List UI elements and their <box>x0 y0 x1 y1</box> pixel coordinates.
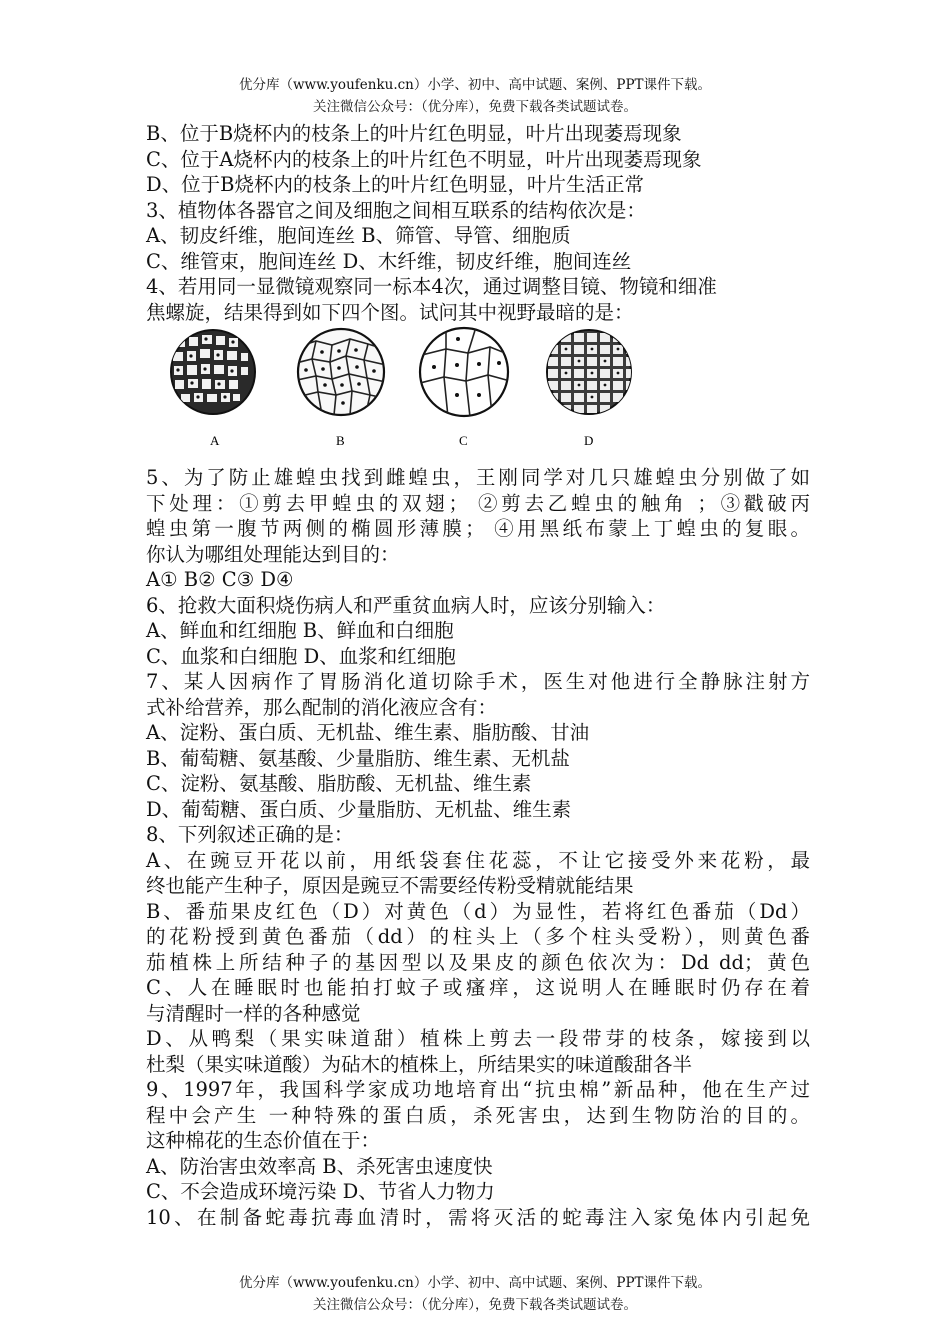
text-line: C、淀粉、氨基酸、脂肪酸、无机盐、维生素 <box>146 772 532 795</box>
text-line: 与清醒时一样的各种感觉 <box>146 1001 361 1025</box>
text-line: B、葡萄糖、氨基酸、少量脂肪、维生素、无机盐 <box>146 746 570 770</box>
header-line-2: 关注微信公众号：（优分库），免费下载各类试题试卷。 <box>313 99 637 115</box>
text-line: B、位于B烧杯内的枝条上的叶片红色明显，叶片出现萎焉现象 <box>146 122 682 145</box>
text-line: A、淀粉、蛋白质、无机盐、维生素、脂肪酸、甘油 <box>146 721 590 744</box>
text-line: A、韧皮纤维，胞间连丝 B、筛管、导管、细胞质 <box>146 224 571 247</box>
text-line: 4、若用同一显微镜观察同一标本4次，通过调整目镜、物镜和细准 <box>146 275 717 298</box>
page-footer <box>0 1272 950 1316</box>
text-line: 茄植株上所结种子的基因型以及果皮的颜色依次为：Dd dd；黄色 <box>146 950 810 974</box>
text-line: 7、某人因病作了胃肠消化道切除手术，医生对他进行全静脉注射方 <box>146 670 810 693</box>
microscope-view-d <box>547 330 634 414</box>
text-line: D、葡萄糖、蛋白质、少量脂肪、无机盐、维生素 <box>146 797 572 821</box>
question-body <box>146 121 810 1230</box>
text-line: 这种棉花的生态价值在于： <box>146 1129 381 1152</box>
text-line: C、维管束，胞间连丝 D、木纤维，韧皮纤维，胞间连丝 <box>146 249 632 273</box>
text-line: 3、植物体各器官之间及细胞之间相互联系的结构依次是： <box>146 198 646 222</box>
text-line: A、防治害虫效率高 B、杀死害虫速度快 <box>146 1154 493 1178</box>
text-line: B、番茄果皮红色（D）对黄色（d）为显性，若将红色番茄（Dd） <box>146 899 810 923</box>
text-line: 6、抢救大面积烧伤病人和严重贫血病人时，应该分别输入： <box>146 593 666 617</box>
microscope-view-b <box>296 329 386 415</box>
text-line: C、血浆和白细胞 D、血浆和红细胞 <box>146 644 456 668</box>
text-line: 9、1997年，我国科学家成功地培育出“抗虫棉”新品种，他在生产过 <box>146 1078 810 1101</box>
questions-continued <box>146 465 810 1230</box>
text-line: 10、在制备蛇毒抗毒血清时，需将灭活的蛇毒注入家兔体内引起免 <box>146 1205 810 1229</box>
text-line: 你认为哪组处理能达到目的： <box>146 542 400 566</box>
text-line: 焦螺旋，结果得到如下四个图。试问其中视野最暗的是： <box>146 300 634 324</box>
text-line: A① B② C③ D④ <box>146 568 294 591</box>
text-line: 的花粉授到黄色番茄（dd）的柱头上（多个柱头受粉），则黄色番 <box>146 925 810 948</box>
text-line: C、人在睡眠时也能拍打蚊子或瘙痒，这说明人在睡眠时仍存在着 <box>146 976 810 999</box>
text-line: D、从鸭梨（果实味道甜）植株上剪去一段带芽的枝条，嫁接到以 <box>146 1027 810 1050</box>
header-line-1: 优分库（www.youfenku.cn）小学、初中、高中试题、案例、PPT课件下载。 <box>238 77 712 93</box>
figure-label-d: D <box>584 433 594 448</box>
text-line: 下处理：①剪去甲蝗虫的双翅； ②剪去乙蝗虫的触角 ；③戳破丙 <box>146 491 810 515</box>
figure-label-b: B <box>336 433 345 448</box>
figure-label-a: A <box>210 433 220 448</box>
microscope-figure <box>146 325 810 465</box>
text-line: 蝗虫第一腹节两侧的椭圆形薄膜； ④用黑纸布蒙上丁蝗虫的复眼。 <box>146 517 810 540</box>
microscope-view-c <box>420 327 510 417</box>
text-line: 式补给营养，那么配制的消化液应含有： <box>146 695 498 719</box>
text-line: D、位于B烧杯内的枝条上的叶片红色明显，叶片生活正常 <box>146 173 644 196</box>
text-line: 终也能产生种子，原因是豌豆不需要经传粉受精就能结果 <box>146 874 634 897</box>
text-line: A、鲜血和红细胞 B、鲜血和白细胞 <box>146 619 454 642</box>
text-line: 8、下列叙述正确的是： <box>146 823 354 846</box>
page-header <box>0 74 950 118</box>
text-line: A、在豌豆开花以前，用纸袋套住花蕊，不让它接受外来花粉，最 <box>146 848 810 872</box>
footer-line-1: 优分库（www.youfenku.cn）小学、初中、高中试题、案例、PPT课件下载。 <box>238 1275 712 1291</box>
text-line: 杜梨（果实味道酸）为砧木的植株上，所结果实的味道酸甜各半 <box>146 1052 693 1076</box>
footer-line-2: 关注微信公众号：（优分库），免费下载各类试题试卷。 <box>313 1297 637 1313</box>
figure-label-c: C <box>459 433 468 448</box>
text-line: 5、为了防止雄蝗虫找到雌蝗虫，王刚同学对几只雄蝗虫分别做了如 <box>146 466 810 489</box>
text-line: C、不会造成环境污染 D、节省人力物力 <box>146 1180 495 1203</box>
text-line: 程中会产生 一种特殊的蛋白质，杀死害虫，达到生物防治的目的。 <box>146 1103 810 1127</box>
microscope-view-a <box>171 330 255 414</box>
text-line: C、位于A烧杯内的枝条上的叶片红色不明显，叶片出现萎焉现象 <box>146 147 702 171</box>
